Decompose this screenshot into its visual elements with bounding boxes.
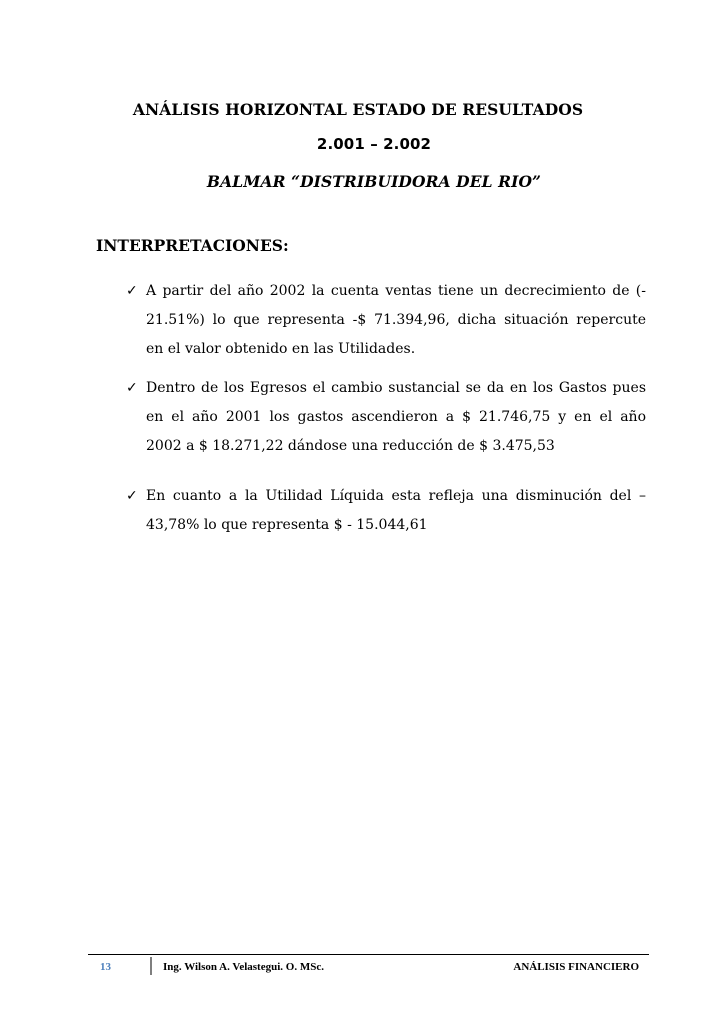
bullet-line: en el valor obtenido en las Utilidades. xyxy=(146,341,416,357)
bullet-line: A partir del año 2002 la cuenta ventas tiene un decrecimiento de (- xyxy=(146,283,646,299)
section-heading: INTERPRETACIONES: xyxy=(96,236,289,255)
footer-author: Ing. Wilson A. Velastegui. O. MSc. xyxy=(163,961,324,973)
bullet-line: 43,78% lo que representa $ - 15.044,61 xyxy=(146,517,428,533)
footer-book-title: ANÁLISIS FINANCIERO xyxy=(513,961,639,973)
checkmark-icon: ✓ xyxy=(126,283,138,299)
page-number: 13 xyxy=(100,961,111,973)
footer-divider xyxy=(150,957,152,975)
checkmark-icon: ✓ xyxy=(126,380,138,396)
checkmark-icon: ✓ xyxy=(126,488,138,504)
bullet-line: en el año 2001 los gastos ascendieron a $ 21.746,75 y en el año xyxy=(146,409,646,425)
page-footer xyxy=(88,954,649,975)
bullet-line: 21.51%) lo que representa -$ 71.394,96, dicha situación repercute xyxy=(146,312,646,328)
company-name: BALMAR “DISTRIBUIDORA DEL RIO” xyxy=(206,172,542,191)
bullet-line: 2002 a $ 18.271,22 dándose una reducción de $ 3.475,53 xyxy=(146,438,555,454)
document-period: 2.001 – 2.002 xyxy=(316,135,432,153)
bullet-line: Dentro de los Egresos el cambio sustancial se da en los Gastos pues xyxy=(146,380,646,396)
document-title: ANÁLISIS HORIZONTAL ESTADO DE RESULTADOS xyxy=(132,100,584,119)
bullet-line: En cuanto a la Utilidad Líquida esta refleja una disminución del – xyxy=(146,488,646,504)
